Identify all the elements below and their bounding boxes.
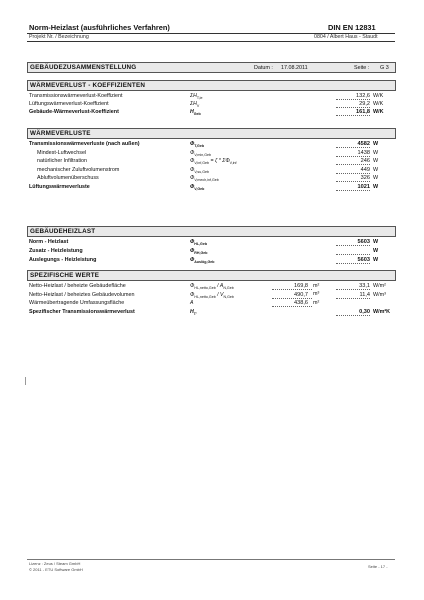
value-line — [336, 298, 370, 299]
value-line — [336, 164, 370, 165]
row-value: 132,6 — [356, 93, 370, 99]
value-line — [336, 181, 370, 182]
value-line — [336, 173, 370, 174]
row-label: Lüftungswärmeverluste — [29, 184, 90, 190]
symbol-main: Φ — [190, 257, 195, 263]
row-label: Lüftungswärmeverlust-Koeffizient — [29, 101, 109, 107]
row-symbol — [190, 158, 237, 165]
row-value: 1021 — [357, 184, 370, 190]
symbol-subscript: V — [196, 104, 200, 109]
symbol-main: Φ — [190, 158, 195, 165]
row-value: 29,2 — [359, 101, 370, 107]
row-value: 4582 — [357, 141, 370, 147]
section-header-specific — [27, 270, 396, 281]
project-value: 0804 / Albert Haus - Staudt — [314, 34, 378, 40]
row-unit: W — [373, 175, 379, 182]
row-symbol — [190, 239, 207, 246]
symbol-main: Φ — [190, 184, 195, 190]
page-value: G 3 — [380, 64, 389, 71]
value-line — [336, 107, 370, 108]
symbol-subscript: V,mech,inf,Geb — [194, 178, 219, 183]
header-rule-2 — [27, 41, 395, 42]
symbol-main: Φ — [190, 248, 195, 254]
symbol-subscript: HL,Geb — [194, 242, 208, 247]
row-unit: W/K — [373, 93, 384, 99]
row-value: 1438 — [357, 149, 370, 156]
row-mid-unit: m² — [313, 282, 320, 289]
row-symbol — [190, 101, 199, 108]
row-unit: W/m³ — [373, 291, 386, 298]
symbol-subscript: V,min,Geb — [194, 152, 211, 157]
row-unit: W — [373, 141, 379, 147]
value-line — [336, 115, 370, 116]
row-unit: W/m² — [373, 283, 386, 289]
section-header-coefficients — [27, 80, 396, 91]
symbol-subscript: Auslög,Geb — [194, 260, 215, 265]
symbol-subscript: RH,Geb — [194, 251, 208, 256]
symbol-main: Φ — [190, 141, 195, 147]
value-line — [336, 315, 370, 316]
value-line — [336, 245, 370, 246]
scan-mark — [25, 377, 26, 385]
symbol-main: Φ — [190, 283, 195, 289]
symbol-subscript: HL,netto,Geb — [194, 286, 216, 291]
row-value: 5603 — [357, 239, 370, 245]
mid-value-line — [272, 289, 312, 290]
project-label: Projekt Nr. / Bezeichnung — [29, 34, 89, 40]
row-label: Spezifischer Transmissionswärmeverlust — [29, 308, 135, 315]
row-label: Auslegungs - Heizleistung — [29, 257, 97, 263]
section-header-losses — [27, 128, 396, 139]
symbol-main: A — [190, 300, 194, 307]
row-symbol — [190, 300, 193, 306]
symbol-subscript: T,ie — [196, 96, 203, 101]
symbol-main: Φ — [190, 149, 195, 156]
row-label: Transmissionswärmeverluste (nach außen) — [29, 141, 140, 147]
symbol-main: ΣH — [190, 93, 197, 99]
row-symbol — [190, 93, 202, 100]
row-symbol — [190, 283, 234, 290]
value-line — [336, 190, 370, 191]
symbol-divisor: / A — [215, 283, 224, 289]
row-label: Gebäude-Wärmeverlust-Koeffizient — [29, 109, 119, 115]
date-value: 17.08.2011 — [281, 64, 308, 71]
row-unit: W/m²K — [373, 308, 391, 315]
page-label: Seite : — [354, 64, 370, 71]
row-mid-value: 169,8 — [294, 283, 308, 289]
section-title: GEBÄUDEHEIZLAST — [30, 228, 96, 235]
row-unit: W — [373, 257, 379, 263]
value-line — [336, 147, 370, 148]
symbol-subscript: N,Geb — [223, 294, 234, 299]
row-symbol — [190, 141, 204, 148]
symbol-formula: = ζ * ΣΦ — [209, 158, 230, 165]
section-title: WÄRMEVERLUST - KOEFFIZIENTEN — [30, 82, 146, 89]
row-label: Netto-Heizlast / beheiztes Gebäudevolumen — [29, 291, 135, 298]
row-label: Transmissionswärmeverlust-Koeffizient — [29, 93, 123, 99]
symbol-main: Φ — [190, 175, 195, 182]
row-symbol — [190, 184, 204, 191]
symbol-subscript: V,inf — [229, 161, 237, 166]
symbol-main: ΣH — [190, 101, 197, 107]
standard-label: DIN EN 12831 — [328, 23, 376, 32]
row-label: Abluftvolumenüberschuss — [37, 175, 99, 182]
row-unit: W — [373, 248, 379, 254]
value-line — [336, 99, 370, 100]
symbol-main: Φ — [190, 291, 195, 298]
mid-value-line — [272, 306, 312, 307]
summary-title: GEBÄUDEZUSAMMENSTELLUNG — [30, 64, 137, 71]
row-symbol — [190, 292, 234, 299]
row-label: Netto-Heizlast / beheizte Gebäudefläche — [29, 283, 126, 289]
mid-value-line — [272, 298, 312, 299]
row-unit: W/K — [373, 109, 384, 115]
row-value: 33,1 — [359, 283, 370, 289]
row-symbol — [190, 257, 214, 264]
row-label: Mindest-Luftwechsel — [37, 149, 87, 156]
row-symbol — [190, 150, 211, 157]
symbol-subscript: Geb — [193, 112, 201, 117]
row-mid-unit: m² — [313, 299, 320, 306]
row-unit: W — [373, 166, 379, 173]
footer-license: Lizenz : Zeus / Steam GmbH — [29, 561, 81, 566]
summary-bar — [27, 62, 396, 73]
value-line — [336, 289, 370, 290]
row-mid-unit: m³ — [313, 291, 320, 298]
date-label: Datum : — [254, 64, 273, 71]
row-value: 0,30 — [359, 308, 370, 315]
symbol-subscript: V,su,Geb — [194, 169, 209, 174]
symbol-main: Φ — [190, 239, 195, 245]
row-label: Norm - Heizlast — [29, 239, 69, 245]
row-mid-value: 490,7 — [294, 291, 308, 298]
row-value: 326 — [360, 175, 370, 182]
row-unit: W/K — [373, 101, 384, 107]
row-label: mechanischer Zuluftvolumenstrom — [37, 166, 120, 173]
footer-copyright: © 2011 - ETU Software GmbH — [29, 567, 83, 572]
value-line — [336, 254, 370, 255]
section-title: SPEZIFISCHE WERTE — [30, 272, 100, 279]
row-value: 449 — [360, 166, 370, 173]
value-line — [336, 156, 370, 157]
symbol-subscript: T' — [193, 311, 197, 316]
symbol-divisor: / V — [215, 291, 224, 298]
symbol-subscript: V,Geb — [194, 187, 205, 192]
row-value: 5603 — [357, 257, 370, 263]
row-symbol — [190, 248, 207, 255]
symbol-subscript: V,inf,Geb — [194, 161, 209, 166]
section-title: WÄRMEVERLUSTE — [30, 130, 91, 137]
row-value: 11,4 — [359, 291, 370, 298]
row-unit: W — [373, 158, 379, 165]
row-symbol — [190, 167, 209, 174]
document-title: Norm-Heizlast (ausführliches Verfahren) — [29, 23, 170, 32]
symbol-subscript: HL,netto,Geb — [194, 294, 216, 299]
symbol-main: H — [190, 109, 194, 115]
row-value: 161,8 — [356, 109, 370, 115]
section-header-heatload — [27, 226, 396, 237]
row-mid-value: 438,6 — [294, 300, 308, 307]
row-value: 246 — [360, 158, 370, 165]
symbol-subscript: T,Geb — [194, 144, 205, 149]
row-symbol — [190, 175, 219, 182]
footer-page: Seite - 17 - — [368, 564, 388, 569]
symbol-main: H — [190, 308, 194, 315]
symbol-subscript: N,Geb — [223, 286, 234, 291]
value-line — [336, 263, 370, 264]
row-label: Zusatz - Heizleistung — [29, 248, 83, 254]
row-symbol — [190, 309, 197, 316]
symbol-main: Φ — [190, 166, 195, 173]
row-symbol — [190, 109, 201, 116]
row-unit: W — [373, 239, 379, 245]
row-label: natürlicher Infiltration — [37, 158, 88, 165]
row-label: Wärmeübertragende Umfassungsfläche — [29, 300, 125, 307]
footer-rule — [27, 559, 395, 560]
row-unit: W — [373, 149, 379, 156]
row-unit: W — [373, 184, 379, 190]
